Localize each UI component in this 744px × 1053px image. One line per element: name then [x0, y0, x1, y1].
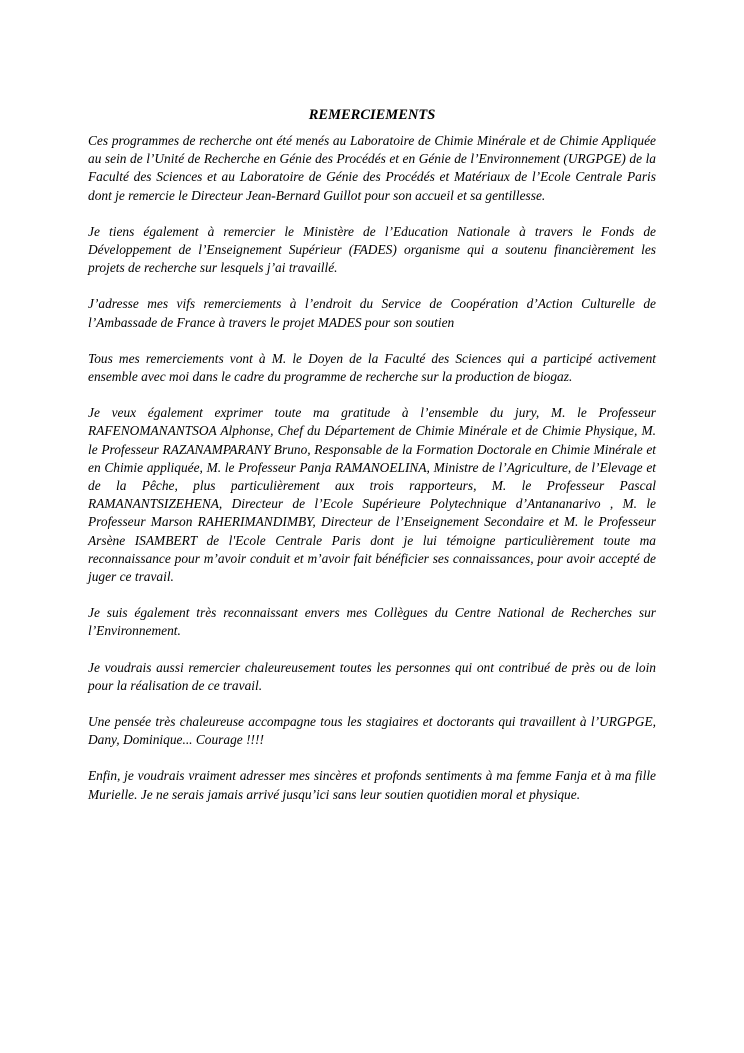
paragraph-ministry: Je tiens également à remercier le Ministère de l’Education Nationale à travers le Fonds de Développement de l’Enseignement Supérieur (FADES) organisme qui a soutenu financièrement les projets de recherche sur lesquels j’ai travaillé. — [88, 223, 656, 276]
page-title: REMERCIEMENTS — [308, 107, 436, 123]
paragraph-contributors: Je voudrais aussi remercier chaleureusement toutes les personnes qui ont contribué de près ou de loin pour la réalisation de ce travail. — [88, 659, 656, 693]
paragraph-embassy: J’adresse mes vifs remerciements à l’endroit du Service de Coopération d’Action Culturelle de l’Ambassade de France à travers le projet MADES pour son soutien — [88, 296, 656, 330]
paragraph-trainees: Une pensée très chaleureuse accompagne tous les stagiaires et doctorants qui travaillent à l’URGPGE, Dany, Dominique... Courage !!!! — [88, 714, 656, 748]
paragraph-family: Enfin, je voudrais vraiment adresser mes sincères et profonds sentiments à ma femme Fanja et à ma fille Murielle. Je ne serais jamais arrivé jusqu’ici sans leur soutien quotidien moral et physique. — [88, 768, 656, 802]
paragraph-dean: Tous mes remerciements vont à M. le Doyen de la Faculté des Sciences qui a participé activement ensemble avec moi dans le cadre du programme de recherche sur la production de biogaz. — [88, 350, 656, 385]
paragraph-jury: Je veux également exprimer toute ma gratitude à l’ensemble du jury, M. le Professeur RAFENOMANANTSOA Alphonse, Chef du Département de Chimie Minérale et de Chimie Physique, M. le Professeur RAZANAMPARANY Bruno, Responsable de la Formation Doctorale en Chimie Minérale et en Chimie appliquée, M. le Professeur Panja RAMANOELINA, Ministre de l’Agriculture, de l’Elevage et de la Pêche, plus particulièrement aux trois rapporteurs, M. le Professeur Pascal RAMANANTSIZEHENA, Directeur de l’Ecole Supérieure Polytechnique d’Antananarivo , M. le Professeur Marson RAHERIMANDIMBY, Directeur de l’Enseignement Secondaire et M. le Professeur Arsène ISAMBERT de l'Ecole Centrale Paris dont je lui témoigne particulièrement toute ma reconnaissance pour m’avoir conduit et m’avoir fait bénéficier ses connaissances, pour avoir accepté de juger ce travail. — [88, 405, 656, 585]
paragraph-laboratories: Ces programmes de recherche ont été menés au Laboratoire de Chimie Minérale et de Chimie Appliquée au sein de l’Unité de Recherche en Génie des Procédés et en Génie de l’Environnement (URGPGE) de la Faculté des Sciences et au Laboratoire de Génie des Procédés et Matériaux de l’Ecole Centrale Paris dont je remercie le Directeur Jean-Bernard Guillot pour son accueil et sa gentillesse. — [88, 133, 656, 203]
document-body — [88, 106, 656, 822]
paragraph-colleagues: Je suis également très reconnaissant envers mes Collègues du Centre National de Recherches sur l’Environnement. — [88, 605, 656, 639]
